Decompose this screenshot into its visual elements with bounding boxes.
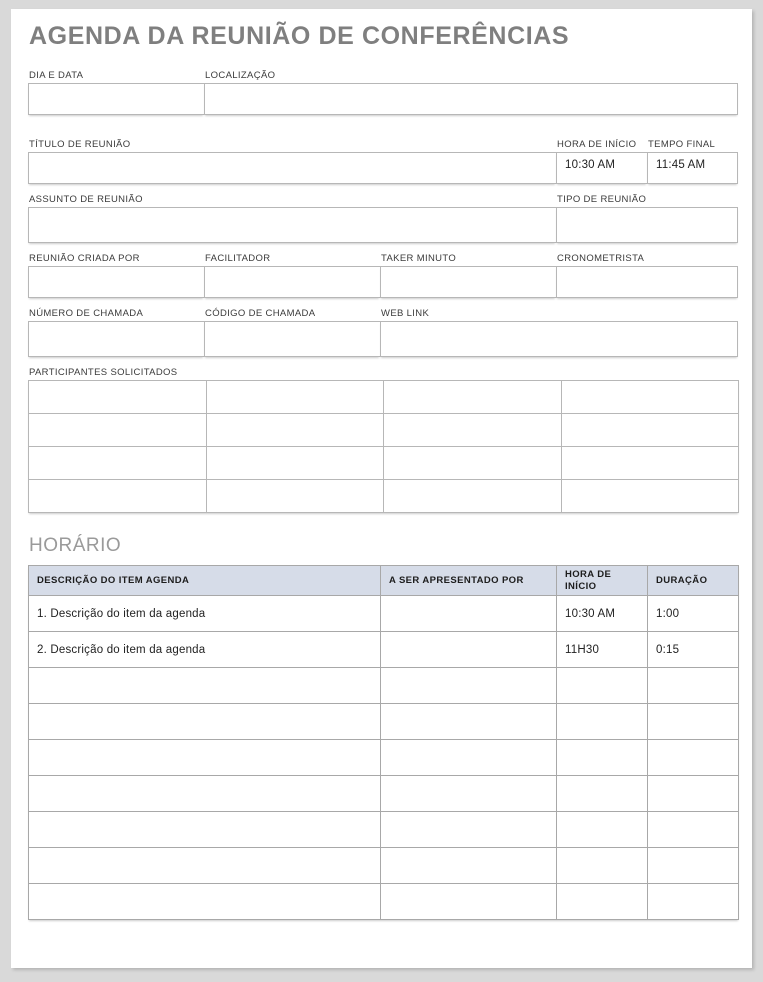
schedule-cell-description[interactable]: 1. Descrição do item da agenda (29, 596, 381, 632)
schedule-cell-description[interactable] (29, 740, 381, 776)
schedule-cell-start[interactable] (557, 848, 648, 884)
label-day-date: DIA E DATA (29, 70, 84, 81)
attendee-cell[interactable] (29, 414, 207, 447)
attendee-cell[interactable] (384, 381, 562, 414)
schedule-row (29, 596, 739, 632)
attendee-cell[interactable] (561, 414, 739, 447)
web-link-input[interactable] (380, 321, 738, 357)
schedule-cell-presented-by[interactable] (381, 632, 557, 668)
schedule-cell-presented-by[interactable] (381, 812, 557, 848)
col-header-description: DESCRIÇÃO DO ITEM AGENDA (29, 566, 381, 596)
schedule-row (29, 704, 739, 740)
attendee-cell[interactable] (384, 447, 562, 480)
schedule-cell-presented-by[interactable] (381, 776, 557, 812)
schedule-cell-start[interactable] (557, 704, 648, 740)
attendee-cell[interactable] (206, 447, 384, 480)
call-code-input[interactable] (204, 321, 380, 357)
label-web-link: WEB LINK (381, 308, 430, 319)
attendee-cell[interactable] (384, 414, 562, 447)
attendee-cell[interactable] (206, 381, 384, 414)
schedule-table (28, 565, 739, 920)
call-number-input[interactable] (28, 321, 204, 357)
schedule-cell-duration[interactable] (648, 668, 739, 704)
schedule-row (29, 668, 739, 704)
schedule-cell-presented-by[interactable] (381, 884, 557, 920)
attendee-row (29, 414, 739, 447)
field-row-call-info (28, 309, 738, 357)
label-meeting-title: TÍTULO DE REUNIÃO (29, 139, 131, 150)
attendee-cell[interactable] (29, 480, 207, 513)
label-timekeeper: CRONOMETRISTA (557, 253, 645, 264)
schedule-cell-start[interactable] (557, 812, 648, 848)
field-row-title-times (28, 126, 738, 184)
meeting-type-input[interactable] (556, 207, 738, 243)
attendee-cell[interactable] (561, 381, 739, 414)
schedule-row (29, 632, 739, 668)
schedule-row (29, 884, 739, 920)
label-minute-taker: TAKER MINUTO (381, 253, 457, 264)
created-by-input[interactable] (28, 266, 204, 298)
facilitator-input[interactable] (204, 266, 380, 298)
meeting-subject-input[interactable] (28, 207, 556, 243)
attendee-cell[interactable] (29, 381, 207, 414)
schedule-cell-start[interactable] (557, 668, 648, 704)
attendees-grid (28, 380, 739, 513)
attendee-cell[interactable] (384, 480, 562, 513)
page-title: AGENDA DA REUNIÃO DE CONFERÊNCIAS (29, 22, 570, 50)
field-row-subject-type (28, 195, 738, 243)
attendee-row (29, 447, 739, 480)
schedule-cell-start[interactable] (557, 740, 648, 776)
schedule-row (29, 812, 739, 848)
document-page (11, 9, 752, 968)
label-meeting-subject: ASSUNTO DE REUNIÃO (29, 194, 143, 205)
schedule-cell-presented-by[interactable] (381, 704, 557, 740)
label-meeting-type: TIPO DE REUNIÃO (557, 194, 647, 205)
attendees-section (28, 368, 738, 513)
schedule-row (29, 740, 739, 776)
end-time-input[interactable]: 11:45 AM (647, 152, 738, 184)
attendee-cell[interactable] (561, 480, 739, 513)
schedule-cell-description[interactable]: 2. Descrição do item da agenda (29, 632, 381, 668)
col-header-duration: DURAÇÃO (648, 566, 739, 596)
location-input[interactable] (204, 83, 738, 115)
schedule-cell-start[interactable]: 11H30 (557, 632, 648, 668)
attendee-cell[interactable] (206, 480, 384, 513)
schedule-cell-presented-by[interactable] (381, 668, 557, 704)
schedule-cell-start[interactable]: 10:30 AM (557, 596, 648, 632)
schedule-header-row (29, 566, 739, 596)
schedule-cell-duration[interactable] (648, 740, 739, 776)
label-start-time: HORA DE INÍCIO (557, 139, 637, 150)
schedule-cell-description[interactable] (29, 668, 381, 704)
attendee-cell[interactable] (206, 414, 384, 447)
day-date-input[interactable] (28, 83, 204, 115)
field-row-roles (28, 254, 738, 298)
schedule-row (29, 848, 739, 884)
schedule-cell-duration[interactable]: 0:15 (648, 632, 739, 668)
schedule-cell-description[interactable] (29, 776, 381, 812)
attendee-cell[interactable] (29, 447, 207, 480)
schedule-cell-presented-by[interactable] (381, 596, 557, 632)
schedule-row (29, 776, 739, 812)
label-attendees: PARTICIPANTES SOLICITADOS (29, 367, 178, 378)
schedule-cell-duration[interactable]: 1:00 (648, 596, 739, 632)
attendee-row (29, 381, 739, 414)
schedule-cell-description[interactable] (29, 704, 381, 740)
schedule-cell-start[interactable] (557, 776, 648, 812)
label-call-number: NÚMERO DE CHAMADA (29, 308, 144, 319)
schedule-cell-description[interactable] (29, 884, 381, 920)
schedule-cell-duration[interactable] (648, 848, 739, 884)
attendee-cell[interactable] (561, 447, 739, 480)
col-header-start-time: HORA DE INÍCIO (557, 566, 648, 596)
schedule-cell-description[interactable] (29, 848, 381, 884)
schedule-cell-start[interactable] (557, 884, 648, 920)
schedule-cell-presented-by[interactable] (381, 740, 557, 776)
schedule-cell-duration[interactable] (648, 812, 739, 848)
schedule-cell-duration[interactable] (648, 884, 739, 920)
label-created-by: REUNIÃO CRIADA POR (29, 253, 140, 264)
schedule-cell-duration[interactable] (648, 704, 739, 740)
label-location: LOCALIZAÇÃO (205, 70, 276, 81)
schedule-cell-description[interactable] (29, 812, 381, 848)
label-facilitator: FACILITADOR (205, 253, 271, 264)
minute-taker-input[interactable] (380, 266, 556, 298)
schedule-cell-duration[interactable] (648, 776, 739, 812)
field-row-day-location (28, 71, 738, 115)
timekeeper-input[interactable] (556, 266, 738, 298)
label-end-time: TEMPO FINAL (648, 139, 716, 150)
label-call-code: CÓDIGO DE CHAMADA (205, 308, 316, 319)
schedule-cell-presented-by[interactable] (381, 848, 557, 884)
meeting-title-input[interactable] (28, 152, 556, 184)
attendee-row (29, 480, 739, 513)
schedule-heading: HORÁRIO (29, 535, 122, 556)
col-header-presented-by: A SER APRESENTADO POR (381, 566, 557, 596)
start-time-input[interactable]: 10:30 AM (556, 152, 647, 184)
